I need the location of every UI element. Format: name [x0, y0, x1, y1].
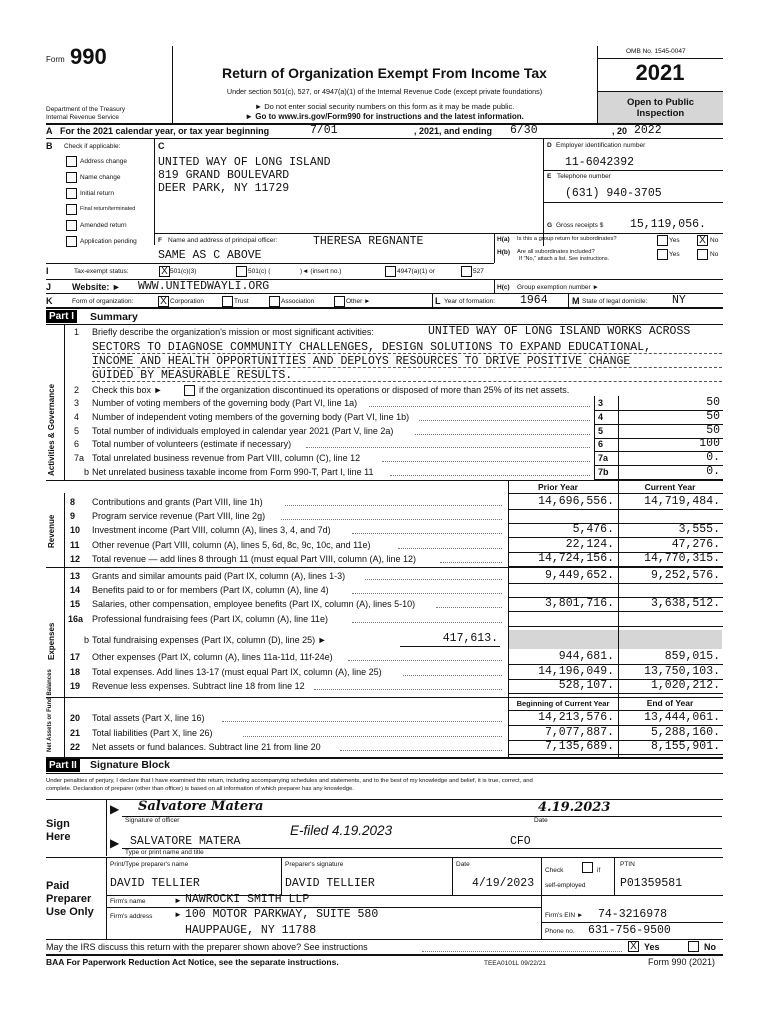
penalty-text-1: Under penalties of perjury, I declare that I have examined this return, including accompanying schedules and statements, and to the best of my knowledge and belief, it is true, correct, and [46, 778, 533, 784]
checkbox-initial-return[interactable] [66, 188, 77, 199]
org-city[interactable]: DEER PARK, NY 11729 [158, 182, 290, 195]
checkbox-association[interactable] [269, 296, 280, 307]
checkbox-discuss-yes[interactable]: X [628, 941, 639, 952]
row-num: 15 [70, 599, 81, 609]
row-text: Other expenses (Part IX, column (A), lines 11a-11d, 11f-24e) [92, 652, 333, 662]
checkbox-hb-yes[interactable] [657, 249, 668, 260]
row-num: 22 [70, 742, 81, 752]
principal-officer[interactable]: THERESA REGNANTE [313, 235, 424, 248]
checkbox-amended-return[interactable] [66, 220, 77, 231]
mission-line-3[interactable]: INCOME AND HEALTH OPPORTUNITIES AND DEPLOYS RESOURCES TO DRIVE POSITIVE CHANGE [92, 355, 631, 368]
checkbox-other[interactable] [334, 296, 345, 307]
line-ha-text: Is this a group return for subordinates? [517, 236, 617, 242]
hb-no-label: No [710, 251, 719, 258]
line-g-label: G [547, 222, 553, 229]
tax-year-end-year[interactable]: 2022 [634, 124, 662, 137]
option-other: Other ► [346, 298, 371, 305]
gov-line-text: Number of voting members of the governing body (Part VI, line 1a) [92, 398, 358, 408]
current-value[interactable]: 13,444,061. [644, 711, 720, 724]
checkbox-address-change[interactable] [66, 156, 77, 167]
gov-line-num: 3 [74, 398, 80, 408]
penalty-text-2: complete. Declaration of preparer (other than officer) is based on all information of which preparer has any knowledge. [46, 786, 355, 792]
dept-line2: Internal Revenue Service [46, 114, 119, 121]
gov-line-num: 6 [74, 439, 80, 449]
leader-dots [352, 622, 502, 623]
sign-arrow-2: ▶ [110, 836, 120, 850]
col-prior-year: Prior Year [537, 482, 578, 492]
line2-text: Check this box ► [92, 385, 163, 395]
discuss-no: No [704, 942, 716, 952]
gov-line-value[interactable]: 100 [699, 437, 720, 450]
efiled-stamp: E-filed 4.19.2023 [290, 823, 393, 838]
date-label: Date [534, 817, 548, 824]
line2-text2: if the organization discontinued its operations or disposed of more than 25% of its net assets. [199, 385, 570, 395]
checkbox-501c[interactable] [236, 266, 247, 277]
gov-line-box: 7a [598, 453, 609, 463]
gov-line-text: Net unrelated business taxable income from Form 990-T, Part I, line 11 [92, 467, 374, 477]
sign-here-2: Here [46, 831, 71, 843]
option-501c: 501(c) ( [248, 268, 271, 275]
instructions-link[interactable]: ► Go to www.irs.gov/Form990 for instructions and the latest information. [245, 112, 524, 121]
state-domicile[interactable]: NY [672, 294, 686, 307]
leader-dots [398, 548, 502, 549]
line-f-text: Name and address of principal officer: [168, 237, 278, 244]
tax-year-end[interactable]: 6/30 [510, 124, 538, 137]
line-e-text: Telephone number [557, 173, 611, 180]
line2-num: 2 [74, 385, 80, 395]
row-num: 13 [70, 571, 81, 581]
checkbox-527[interactable] [461, 266, 472, 277]
firm-ein[interactable]: 74-3216978 [598, 908, 668, 921]
row-num: 18 [70, 667, 81, 677]
line-k-label: K [46, 296, 53, 306]
part2-title: Signature Block [90, 759, 170, 771]
row-text: Revenue less expenses. Subtract line 18 from line 12 [92, 681, 305, 691]
tax-year: 2021 [635, 60, 685, 85]
hb-yes-label: Yes [669, 251, 680, 258]
row-text: Net assets or fund balances. Subtract line 21 from line 20 [92, 742, 321, 752]
prior-value[interactable]: 14,696,556. [538, 495, 614, 508]
row-num: 19 [70, 681, 81, 691]
option-501c-insert: )◄ (insert no.) [300, 268, 342, 275]
side-label-governance: Activities & Governance [47, 383, 56, 476]
row-text: Salaries, other compensation, employee benefits (Part IX, column (A), lines 5-10) [92, 599, 416, 609]
gov-line-value[interactable]: 50 [706, 396, 720, 409]
row-num: 12 [70, 554, 81, 564]
gov-line-num: b [84, 467, 90, 477]
ha-yes-label: Yes [669, 237, 680, 244]
row-text: Total assets (Part X, line 16) [92, 713, 205, 723]
row-text: Professional fundraising fees (Part IX, column (A), line 11e) [92, 614, 328, 624]
gov-line-value[interactable]: 0. [706, 451, 720, 464]
preparer-label: Preparer [46, 893, 92, 905]
leader-dots [382, 461, 590, 462]
row-text: Total revenue — add lines 8 through 11 (must equal Part VIII, column (A), line 12) [92, 554, 416, 564]
line-b-label: B [46, 141, 53, 151]
line-j-label: J [46, 282, 52, 292]
option-501c3: 501(c)(3) [170, 268, 197, 275]
side-label-expenses: Expenses [47, 622, 56, 660]
firm-address-2[interactable]: HAUPPAUGE, NY 11788 [185, 924, 317, 937]
gov-line-box: 7b [598, 467, 609, 477]
footer-form: Form 990 (2021) [648, 957, 716, 967]
row-num: 20 [70, 713, 81, 723]
prior-value[interactable]: 5,476. [572, 523, 614, 536]
org-name[interactable]: UNITED WAY OF LONG ISLAND [158, 156, 331, 169]
checkbox-final-return[interactable] [66, 204, 77, 215]
row-rule [508, 754, 723, 755]
gov-line-num: 4 [74, 412, 80, 422]
line-hb-note: If "No," attach a list. See instructions. [519, 256, 610, 262]
row-num: 21 [70, 728, 81, 738]
mission-line-4[interactable]: GUIDED BY MEASURABLE RESULTS. [92, 369, 293, 382]
ein-value[interactable]: 11-6042392 [565, 156, 635, 169]
prior-value[interactable]: 3,801,716. [544, 597, 614, 610]
side-label-revenue: Revenue [47, 514, 56, 548]
option-trust: Trust [234, 298, 249, 305]
leader-dots [419, 420, 590, 421]
line16b-value[interactable]: 417,613. [442, 632, 498, 645]
prior-value[interactable]: 14,724,156. [538, 552, 614, 565]
officer-address[interactable]: SAME AS C ABOVE [158, 249, 262, 262]
gov-line-num: 7a [74, 453, 85, 463]
current-value[interactable]: 14,770,315. [644, 552, 720, 565]
prior-value[interactable]: 9,449,652. [544, 569, 614, 582]
col-boy: Beginning of Current Year [516, 699, 610, 708]
row-rule [508, 626, 723, 627]
discuss-question: May the IRS discuss this return with the preparer shown above? See instructions [46, 942, 368, 952]
row-num: 9 [70, 511, 76, 521]
preparer-name[interactable]: DAVID TELLIER [110, 877, 200, 890]
dept-line1: Department of the Treasury [46, 106, 126, 113]
ha-no-label: No [710, 237, 719, 244]
line-f-label: F [158, 237, 162, 244]
current-value[interactable]: 47,276. [671, 538, 720, 551]
paid-label: Paid [46, 880, 70, 892]
line-e-label: E [547, 173, 552, 180]
firm-name[interactable]: NAWROCKI SMITH LLP [185, 893, 310, 906]
line-d-text: Employer identification number [556, 142, 646, 149]
gov-box-left [594, 396, 595, 480]
line-hb-label: H(b) [497, 249, 510, 256]
checkbox-ha-yes[interactable] [657, 235, 668, 246]
check-label: Check [545, 867, 564, 874]
leader-dots [390, 475, 590, 476]
current-value[interactable]: 3,638,512. [650, 597, 720, 610]
gov-line-text: Number of independent voting members of the governing body (Part VI, line 1b) [92, 412, 410, 422]
checkbox-501c3[interactable]: X [159, 266, 170, 277]
gov-line-num: 5 [74, 426, 80, 436]
option-initial-return: Initial return [80, 190, 114, 197]
line-a-text: For the 2021 calendar year, or tax year beginning [60, 126, 270, 136]
firm-address-1[interactable]: 100 MOTOR PARKWAY, SUITE 580 [185, 908, 379, 921]
leader-dots [222, 721, 502, 722]
prior-value[interactable]: 14,196,049. [538, 665, 614, 678]
line-a-comma: , 20 [612, 126, 628, 136]
line-b-text: Check if applicable: [64, 143, 121, 150]
name-title-label: Type or print name and title [125, 849, 204, 856]
checkbox-ha-no[interactable]: X [697, 235, 708, 246]
row-text: Contributions and grants (Part VIII, line 1h) [92, 497, 263, 507]
prior-value[interactable]: 7,077,887. [544, 726, 614, 739]
checkbox-self-employed[interactable] [582, 862, 593, 873]
leader-dots [306, 447, 590, 448]
sign-arrow-1: ▶ [110, 802, 120, 816]
website-value[interactable]: WWW.UNITEDWAYLI.ORG [138, 280, 270, 293]
row-text: Benefits paid to or for members (Part IX, column (A), line 4) [92, 585, 329, 595]
line-ha-label: H(a) [497, 236, 510, 243]
line-a-label: A [46, 126, 53, 136]
discuss-yes: Yes [644, 942, 660, 952]
row-num: 14 [70, 585, 81, 595]
leader-dots [243, 736, 502, 737]
form-title: Return of Organization Exempt From Income Tax [222, 65, 547, 81]
gross-receipts[interactable]: 15,119,056. [630, 218, 706, 231]
prior-value[interactable]: 14,213,576. [538, 711, 614, 724]
row-num: 11 [70, 540, 80, 550]
firm-address-arrow: ► [174, 910, 182, 919]
form-label: Form [46, 55, 65, 64]
leader-dots [415, 434, 590, 435]
row-text: Other revenue (Part VIII, column (A), lines 5, 6d, 8c, 9c, 10c, and 11e) [92, 540, 371, 550]
officer-title[interactable]: CFO [510, 835, 531, 848]
row-num: 16a [68, 614, 84, 624]
preparer-signature[interactable]: DAVID TELLIER [285, 877, 375, 890]
row-text: Investment income (Part VIII, column (A), lines 3, 4, and 7d) [92, 525, 331, 535]
line-d-label: D [547, 142, 552, 149]
col-eoy: End of Year [646, 698, 694, 708]
gov-line-text: Total unrelated business revenue from Part VIII, column (C), line 12 [92, 453, 361, 463]
leader-dots [340, 750, 502, 751]
checkbox-discontinued[interactable] [184, 385, 195, 396]
line-hc-text: Group exemption number ► [517, 284, 599, 291]
prep-name-label: Print/Type preparer's name [110, 861, 189, 868]
leader-dots [352, 593, 502, 594]
gov-line-value[interactable]: 0. [706, 465, 720, 478]
checkbox-discuss-no[interactable] [688, 941, 699, 952]
sign-date[interactable]: 4.19.2023 [538, 800, 611, 815]
option-corporation: Corporation [170, 298, 204, 305]
line-c-label: C [158, 141, 165, 151]
year-formation[interactable]: 1964 [520, 294, 548, 307]
leader-dots [369, 406, 590, 407]
row-rule [508, 693, 723, 694]
gov-line-box: 6 [598, 439, 604, 449]
gov-line-box: 3 [598, 398, 604, 408]
line1-text: Briefly describe the organization's mission or most significant activities: [92, 327, 374, 337]
leader-dots [314, 689, 502, 690]
option-final-return: Final return/terminated [80, 206, 136, 212]
prior-value[interactable]: 22,124. [565, 538, 614, 551]
phone-value[interactable]: (631) 940-3705 [565, 187, 662, 200]
row-rule [508, 611, 723, 612]
option-name-change: Name change [80, 174, 121, 181]
row-rule [508, 583, 723, 584]
option-amended-return: Amended return [80, 222, 127, 229]
line-a-mid: , 2021, and ending [414, 126, 493, 136]
leader-dots [436, 607, 502, 608]
gov-box-right [618, 396, 619, 480]
row-text: Grants and similar amounts paid (Part IX, column (A), lines 1-3) [92, 571, 346, 581]
prior-value[interactable]: 7,135,689. [544, 740, 614, 753]
sign-here-1: Sign [46, 818, 70, 830]
line-j-text: Website: ► [72, 282, 121, 292]
leader-dots [348, 660, 502, 661]
current-value[interactable]: 5,288,160. [650, 726, 720, 739]
leader-dots [352, 533, 502, 534]
current-value[interactable]: 8,155,901. [650, 740, 720, 753]
open-public: Open to Public [626, 97, 695, 108]
line-hb-text: Are all subordinates included? [517, 249, 595, 255]
gov-line-box: 4 [598, 412, 604, 422]
col-current-year: Current Year [644, 482, 696, 492]
omb-number: OMB No. 1545-0047 [626, 48, 686, 55]
current-value[interactable]: 3,555. [678, 523, 720, 536]
sig-label: Signature of officer [125, 817, 180, 824]
option-address-change: Address change [80, 158, 127, 165]
part1-title: Summary [90, 311, 138, 323]
prep-sig-label: Preparer's signature [285, 861, 344, 868]
part2-tag: Part II [46, 759, 80, 772]
prep-date-label: Date [456, 861, 470, 868]
leader-dots [285, 505, 502, 506]
org-street[interactable]: 819 GRAND BOULEVARD [158, 169, 290, 182]
firm-address-label: Firm's address [110, 913, 153, 920]
line1-num: 1 [74, 327, 80, 337]
if-label: if [597, 867, 601, 874]
phone-label: Phone no. [545, 928, 575, 935]
leader-dots [440, 562, 502, 563]
checkbox-application-pending[interactable] [66, 236, 77, 247]
row-num: 8 [70, 497, 76, 507]
firm-name-label: Firm's name [110, 898, 146, 905]
ssn-notice: ► Do not enter social security numbers on this form as it may be made public. [254, 102, 515, 111]
current-value[interactable]: 859,015. [664, 650, 720, 663]
option-527: 527 [473, 268, 484, 275]
mission-line-2[interactable]: SECTORS TO DIAGNOSE COMMUNITY CHALLENGES, DESIGN SOLUTIONS TO EXPAND EDUCATIONAL, [92, 341, 651, 354]
checkbox-4947[interactable] [385, 266, 396, 277]
officer-name[interactable]: SALVATORE MATERA [130, 835, 241, 848]
gov-line-box: 5 [598, 426, 604, 436]
line-m-text: State of legal domicile: [582, 298, 648, 305]
leader-dots [403, 675, 502, 676]
line-m-label: M [572, 296, 580, 306]
form-subtitle: Under section 501(c), 527, or 4947(a)(1) of the Internal Revenue Code (except private foundations) [226, 87, 543, 96]
preparer-ptin[interactable]: P01359581 [620, 877, 683, 890]
baa-notice: BAA For Paperwork Reduction Act Notice, see the separate instructions. [46, 957, 339, 967]
firm-name-arrow: ► [174, 896, 182, 905]
firm-ein-label: Firm's EIN ► [545, 912, 584, 919]
form-code: TEEA0101L 09/22/21 [484, 960, 546, 967]
line-l-label: L [435, 296, 441, 306]
officer-signature[interactable]: Salvatore Matera [138, 799, 264, 814]
inspection: Inspection [636, 108, 685, 119]
tax-year-begin[interactable]: 7/01 [310, 124, 338, 137]
current-value[interactable]: 9,252,576. [650, 569, 720, 582]
line-g-text: Gross receipts $ [556, 222, 604, 229]
mission-line-1[interactable]: UNITED WAY OF LONG ISLAND WORKS ACROSS [428, 325, 691, 338]
leader-dots [281, 519, 502, 520]
checkbox-corporation[interactable]: X [158, 296, 169, 307]
line-hc-label: H(c) [497, 284, 510, 291]
checkbox-name-change[interactable] [66, 172, 77, 183]
leader-dots [365, 579, 502, 580]
use-only-label: Use Only [46, 906, 94, 918]
line-k-text: Form of organization: [72, 298, 134, 305]
row-text: Total expenses. Add lines 13-17 (must equal Part IX, column (A), line 25) [92, 667, 382, 677]
line-i-text: Tax-exempt status: [74, 268, 129, 275]
line-l-text: Year of formation: [444, 298, 496, 305]
row-num: 17 [70, 652, 81, 662]
current-value[interactable]: 13,750,103. [644, 665, 720, 678]
option-4947: 4947(a)(1) or [397, 268, 435, 275]
line-i-label: I [46, 266, 49, 276]
row-num: 10 [70, 525, 81, 535]
preparer-date[interactable]: 4/19/2023 [472, 877, 535, 890]
checkbox-hb-no[interactable] [697, 249, 708, 260]
row-text: Program service revenue (Part VIII, line 2g) [92, 511, 266, 521]
form-number: 990 [70, 44, 107, 69]
gov-line-value[interactable]: 50 [706, 410, 720, 423]
checkbox-trust[interactable] [222, 296, 233, 307]
row-rule [508, 509, 723, 510]
option-association: Association [281, 298, 315, 305]
current-value[interactable]: 14,719,484. [644, 495, 720, 508]
option-application-pending: Application pending [80, 238, 137, 245]
gov-line-value[interactable]: 50 [706, 424, 720, 437]
line16b-num: b [84, 635, 90, 645]
line16b-text: Total fundraising expenses (Part IX, column (D), line 25) ► [92, 635, 327, 645]
prior-value[interactable]: 944,681. [558, 650, 614, 663]
self-employed-label: self-employed [545, 882, 586, 889]
preparer-phone[interactable]: 631-756-9500 [588, 924, 671, 937]
prior-value[interactable]: 528,107. [558, 679, 614, 692]
gov-line-text: Total number of individuals employed in calendar year 2021 (Part V, line 2a) [92, 426, 394, 436]
row-text: Total liabilities (Part X, line 26) [92, 728, 213, 738]
current-value[interactable]: 1,020,212. [650, 679, 720, 692]
ptin-label: PTIN [620, 861, 635, 868]
side-label-net-assets: Net Assets or Fund Balances [47, 669, 53, 752]
gov-line-text: Total number of volunteers (estimate if necessary) [92, 439, 292, 449]
part1-tag: Part I [46, 310, 77, 323]
